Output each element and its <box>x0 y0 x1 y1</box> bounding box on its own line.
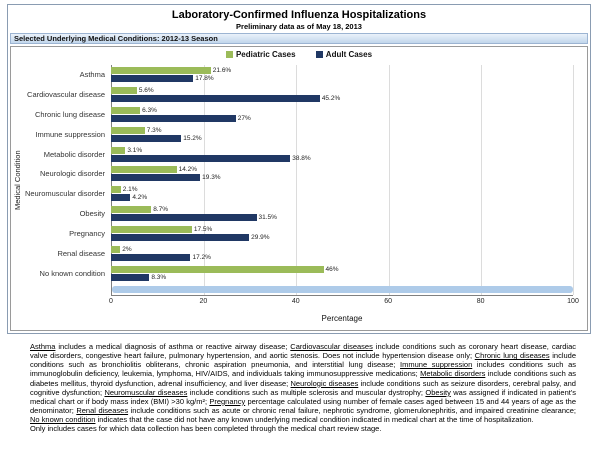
bar-line <box>111 75 573 82</box>
gridline <box>573 65 574 295</box>
footnote-term: Obesity <box>425 387 451 397</box>
bar-value-label: 7.3% <box>146 126 162 134</box>
pediatric-bar <box>111 226 192 233</box>
bar-line <box>111 166 573 173</box>
adult-bar <box>111 254 190 261</box>
chart-row <box>23 124 573 144</box>
chart-row <box>23 164 573 184</box>
bar-line <box>111 127 573 134</box>
footnote-term: Metabolic disorders <box>420 369 486 379</box>
adult-bar <box>111 155 290 162</box>
bar-value-label: 29.9% <box>251 233 270 241</box>
x-axis-label: Percentage <box>321 314 363 323</box>
bar-value-label: 38.8% <box>292 154 311 162</box>
chart-row <box>23 85 573 105</box>
chart-row <box>23 224 573 244</box>
category-label: Renal disease <box>57 248 105 258</box>
footnote-term: Chronic lung diseases <box>474 351 550 361</box>
chart-legend <box>11 50 587 59</box>
chart-row <box>23 105 573 125</box>
pediatric-swatch-icon <box>226 51 233 58</box>
bar-value-label: 8.3% <box>151 273 167 281</box>
pediatric-bar <box>111 147 125 154</box>
footnote-term: Pregnancy <box>209 396 246 406</box>
bar-group <box>111 67 573 82</box>
bar-group <box>111 147 573 162</box>
footnote-term: Renal diseases <box>76 405 129 415</box>
x-tick-label: 0 <box>109 298 113 305</box>
adult-bar <box>111 194 130 201</box>
footnote-text: include conditions such as acute or chronic renal failure, nephrotic syndrome, glomerulonephritis, and impaired creatinine clearance; <box>128 405 577 415</box>
footnote-text: includes a medical diagnosis of asthma or reactive airway disease; <box>55 342 291 351</box>
page-subtitle: Preliminary data as of May 18, 2013 <box>236 22 362 31</box>
adult-bar <box>111 95 320 102</box>
footnote-text: include conditions such as diabetes mellitus, thyroid dysfunction, adrenal insufficiency, and liver disease; <box>30 369 577 388</box>
bar-value-label: 2.1% <box>122 186 138 194</box>
bar-value-label: 31.5% <box>258 214 277 222</box>
adult-bar <box>111 234 249 241</box>
footnote-term: Asthma <box>30 342 56 351</box>
chart-row <box>23 263 573 283</box>
bar-line <box>111 246 573 253</box>
category-label: Pregnancy <box>69 228 105 238</box>
bar-value-label: 17.2% <box>192 253 211 261</box>
bar-line <box>111 226 573 233</box>
footnote-text: includes conditions such as immunoglobulin deficiency, leukemia, lymphoma, HIV/AIDS, and individuals taking immunosuppressive medications; <box>30 360 576 379</box>
pediatric-bar <box>111 266 324 273</box>
bar-value-label: 3.1% <box>127 146 143 154</box>
plot-area <box>23 65 573 296</box>
bar-value-label: 19.3% <box>202 174 221 182</box>
bar-value-label: 8.7% <box>153 206 169 214</box>
section-header: Selected Underlying Medical Conditions: 2012-13 Season <box>10 33 588 44</box>
category-label: Metabolic disorder <box>43 149 105 159</box>
bar-line <box>111 214 573 221</box>
bar-value-label: 45.2% <box>321 95 341 103</box>
bar-line <box>111 147 573 154</box>
adult-bar <box>111 274 149 281</box>
x-tick-label: 40 <box>291 298 300 305</box>
bar-value-label: 17.8% <box>195 75 214 83</box>
page-title: Laboratory-Confirmed Influenza Hospitalizations <box>171 9 427 21</box>
bar-line <box>111 67 573 74</box>
footnote-text: include conditions such as coronary heart disease, cardiac valve disorders, congestive heart failure, pulmonary hypertension, and aortic stenosis. Does not include hypertension disease only; <box>30 342 576 361</box>
bar-group <box>111 186 573 201</box>
bar-line <box>111 186 573 193</box>
footnote-text: include conditions such as bronchiolitis obliterans, chronic aspiration pneumonia, and interstitial lung disease; <box>30 351 577 370</box>
pediatric-bar <box>111 246 120 253</box>
footnote-term: Neuromuscular diseases <box>104 387 188 397</box>
category-label: Immune suppression <box>35 129 105 139</box>
footnote-term: Neurologic diseases <box>290 378 359 388</box>
category-label: Cardiovascular disease <box>27 90 105 100</box>
legend-item-adult <box>316 50 372 59</box>
chart-row <box>23 204 573 224</box>
pediatric-bar <box>111 186 121 193</box>
category-label: Neuromuscular disorder <box>24 189 105 199</box>
bar-value-label: 27% <box>237 115 251 123</box>
bar-group <box>111 87 573 102</box>
bar-group <box>111 166 573 181</box>
x-tick-label: 60 <box>384 298 393 305</box>
adult-bar <box>111 75 193 82</box>
adult-swatch-icon <box>316 51 323 58</box>
chart-row <box>23 65 573 85</box>
adult-bar <box>111 135 181 142</box>
footnote-text: percentage calculated using number of female cases aged between 15 and 44 years of age as the denominator; <box>30 396 576 415</box>
category-label: Chronic lung disease <box>34 110 105 120</box>
bar-line <box>111 87 573 94</box>
pediatric-bar <box>111 206 151 213</box>
bar-line <box>111 174 573 181</box>
footnote-term: Immune suppression <box>400 360 473 370</box>
bar-value-label: 6.3% <box>142 107 157 115</box>
x-tick-label: 80 <box>476 298 485 305</box>
pediatric-bar <box>111 87 137 94</box>
bar-line <box>111 115 573 122</box>
bar-line <box>111 206 573 213</box>
bar-line <box>111 194 573 201</box>
bar-group <box>111 266 573 281</box>
bar-group <box>111 107 573 122</box>
category-label: Asthma <box>79 70 105 80</box>
bar-line <box>111 135 573 142</box>
report-panel <box>7 4 591 334</box>
pediatric-bar <box>111 127 145 134</box>
x-tick-label: 100 <box>567 298 579 305</box>
footnote-definitions <box>30 342 576 424</box>
category-label: Neurologic disorder <box>39 169 105 179</box>
bar-group <box>111 206 573 221</box>
bar-line <box>111 234 573 241</box>
bar-value-label: 4.2% <box>132 194 148 202</box>
bar-group <box>111 127 573 142</box>
category-label: Obesity <box>79 209 105 219</box>
adult-bar <box>111 214 257 221</box>
footnote-text: indicates that the case did not have any known underlying medical condition indicated in medical chart at the time of hospitalization. <box>95 415 534 425</box>
bar-value-label: 14.2% <box>178 166 198 174</box>
chart-scrollbar[interactable] <box>112 286 573 293</box>
x-tick-label: 20 <box>199 298 208 305</box>
footnote-term: No known condition <box>30 415 96 425</box>
bar-line <box>111 274 573 281</box>
adult-bar <box>111 115 236 122</box>
adult-bar <box>111 174 200 181</box>
footnote-text: include conditions such as seizure disorders, cerebral palsy, and cognitive dysfunction; <box>30 378 576 397</box>
bar-group <box>111 226 573 241</box>
footnotes <box>30 342 576 433</box>
footnote-term: Cardiovascular diseases <box>290 342 373 351</box>
bar-line <box>111 266 573 273</box>
legend-label-adult: Adult Cases <box>325 50 373 59</box>
bar-value-label: 5.6% <box>138 87 154 95</box>
bar-line <box>111 254 573 261</box>
footnote-text: was assigned if indicated in patient's medical chart or if body mass index (BMI) >30 kg/m²; <box>30 387 577 406</box>
bar-value-label: 21.6% <box>212 67 232 75</box>
category-label: No known condition <box>39 268 105 278</box>
bar-value-label: 17.5% <box>193 225 213 233</box>
legend-label-pediatric: Pediatric Cases <box>235 50 296 59</box>
chart <box>10 46 588 331</box>
legend-item-pediatric <box>226 50 296 59</box>
chart-row <box>23 184 573 204</box>
bar-rows <box>23 65 573 283</box>
chart-row <box>23 243 573 263</box>
y-axis-label: Medical Condition <box>13 150 22 211</box>
pediatric-bar <box>111 67 211 74</box>
bar-value-label: 15.2% <box>183 134 202 142</box>
footnote-text: include conditions such as multiple sclerosis and muscular dystrophy; <box>187 387 426 397</box>
bar-line <box>111 95 573 102</box>
x-axis-ticks <box>109 298 579 306</box>
bar-line <box>111 107 573 114</box>
bar-value-label: 2% <box>122 245 132 253</box>
pediatric-bar <box>111 107 140 114</box>
pediatric-bar <box>111 166 177 173</box>
footnote-completion-note: Only includes cases for which data collection has been completed through the medical chart review stage. <box>30 424 382 434</box>
chart-row <box>23 144 573 164</box>
bar-line <box>111 155 573 162</box>
bar-value-label: 46% <box>325 265 339 273</box>
bar-group <box>111 246 573 261</box>
